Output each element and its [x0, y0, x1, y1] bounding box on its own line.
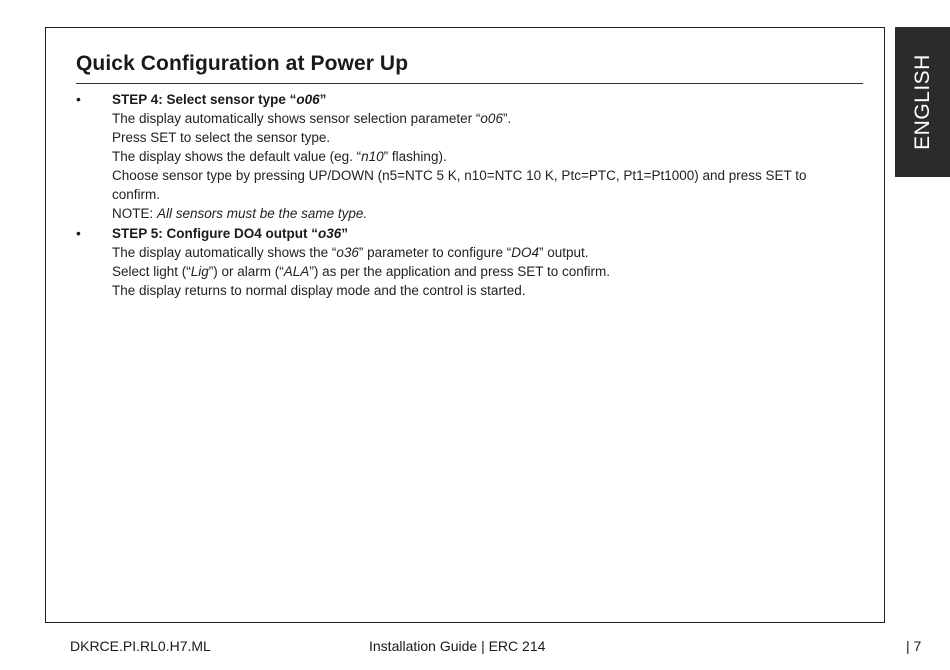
footer-doc-code: DKRCE.PI.RL0.H7.ML	[70, 638, 211, 654]
step-heading-close: ”	[341, 226, 349, 241]
step-line	[112, 204, 836, 223]
text-segment: The display shows the default value (eg. “	[112, 149, 362, 164]
italic-text: n10	[361, 149, 384, 164]
step-heading-text: STEP 5: Configure DO4 output “	[112, 226, 319, 241]
step-body	[112, 243, 836, 300]
language-tab	[895, 27, 950, 177]
step-5	[76, 224, 836, 300]
step-heading	[112, 90, 836, 109]
italic-text: All sensors must be the same type.	[157, 206, 368, 221]
step-line	[112, 243, 836, 262]
text-segment: NOTE:	[112, 206, 158, 221]
step-body	[112, 109, 836, 223]
text-segment: Press SET to select the sensor type.	[112, 130, 331, 145]
text-segment: Select light (“	[112, 264, 191, 279]
steps-list	[76, 90, 836, 301]
content-frame	[45, 27, 885, 623]
language-label: ENGLISH	[910, 54, 934, 150]
text-segment: The display returns to normal display mode and the control is started.	[112, 283, 526, 298]
text-segment: ” flashing).	[383, 149, 447, 164]
footer-guide-title: Installation Guide | ERC 214	[369, 638, 546, 654]
text-segment: ” parameter to configure “	[358, 245, 512, 260]
text-segment: ”.	[502, 111, 512, 126]
bullet-icon: •	[76, 225, 81, 241]
step-line	[112, 166, 836, 204]
step-line	[112, 262, 836, 281]
text-segment: The display automatically shows the “	[112, 245, 337, 260]
step-line	[112, 281, 836, 300]
step-line	[112, 128, 836, 147]
italic-text: o06	[480, 111, 503, 126]
footer-page-number: | 7	[906, 638, 922, 654]
step-line	[112, 147, 836, 166]
step-heading	[112, 224, 836, 243]
text-segment: ” output.	[538, 245, 589, 260]
text-segment: Choose sensor type by pressing UP/DOWN (n5=NTC 5 K, n10=NTC 10 K, Ptc=PTC, Pt1=Pt1000) and press SET to confirm.	[112, 168, 807, 202]
step-4	[76, 90, 836, 223]
step-heading-code: o06	[296, 92, 320, 107]
italic-text: ALA	[283, 264, 310, 279]
italic-text: Lig	[190, 264, 209, 279]
italic-text: o36	[336, 245, 359, 260]
step-heading-close: ”	[319, 92, 327, 107]
step-line	[112, 109, 836, 128]
title-divider	[76, 83, 863, 84]
text-segment: ”) or alarm (“	[208, 264, 284, 279]
italic-text: DO4	[511, 245, 539, 260]
step-heading-text: STEP 4: Select sensor type “	[112, 92, 297, 107]
section-title: Quick Configuration at Power Up	[76, 52, 409, 75]
text-segment: ”) as per the application and press SET to confirm.	[309, 264, 610, 279]
text-segment: The display automatically shows sensor selection parameter “	[112, 111, 481, 126]
step-heading-code: o36	[318, 226, 342, 241]
bullet-icon: •	[76, 91, 81, 107]
